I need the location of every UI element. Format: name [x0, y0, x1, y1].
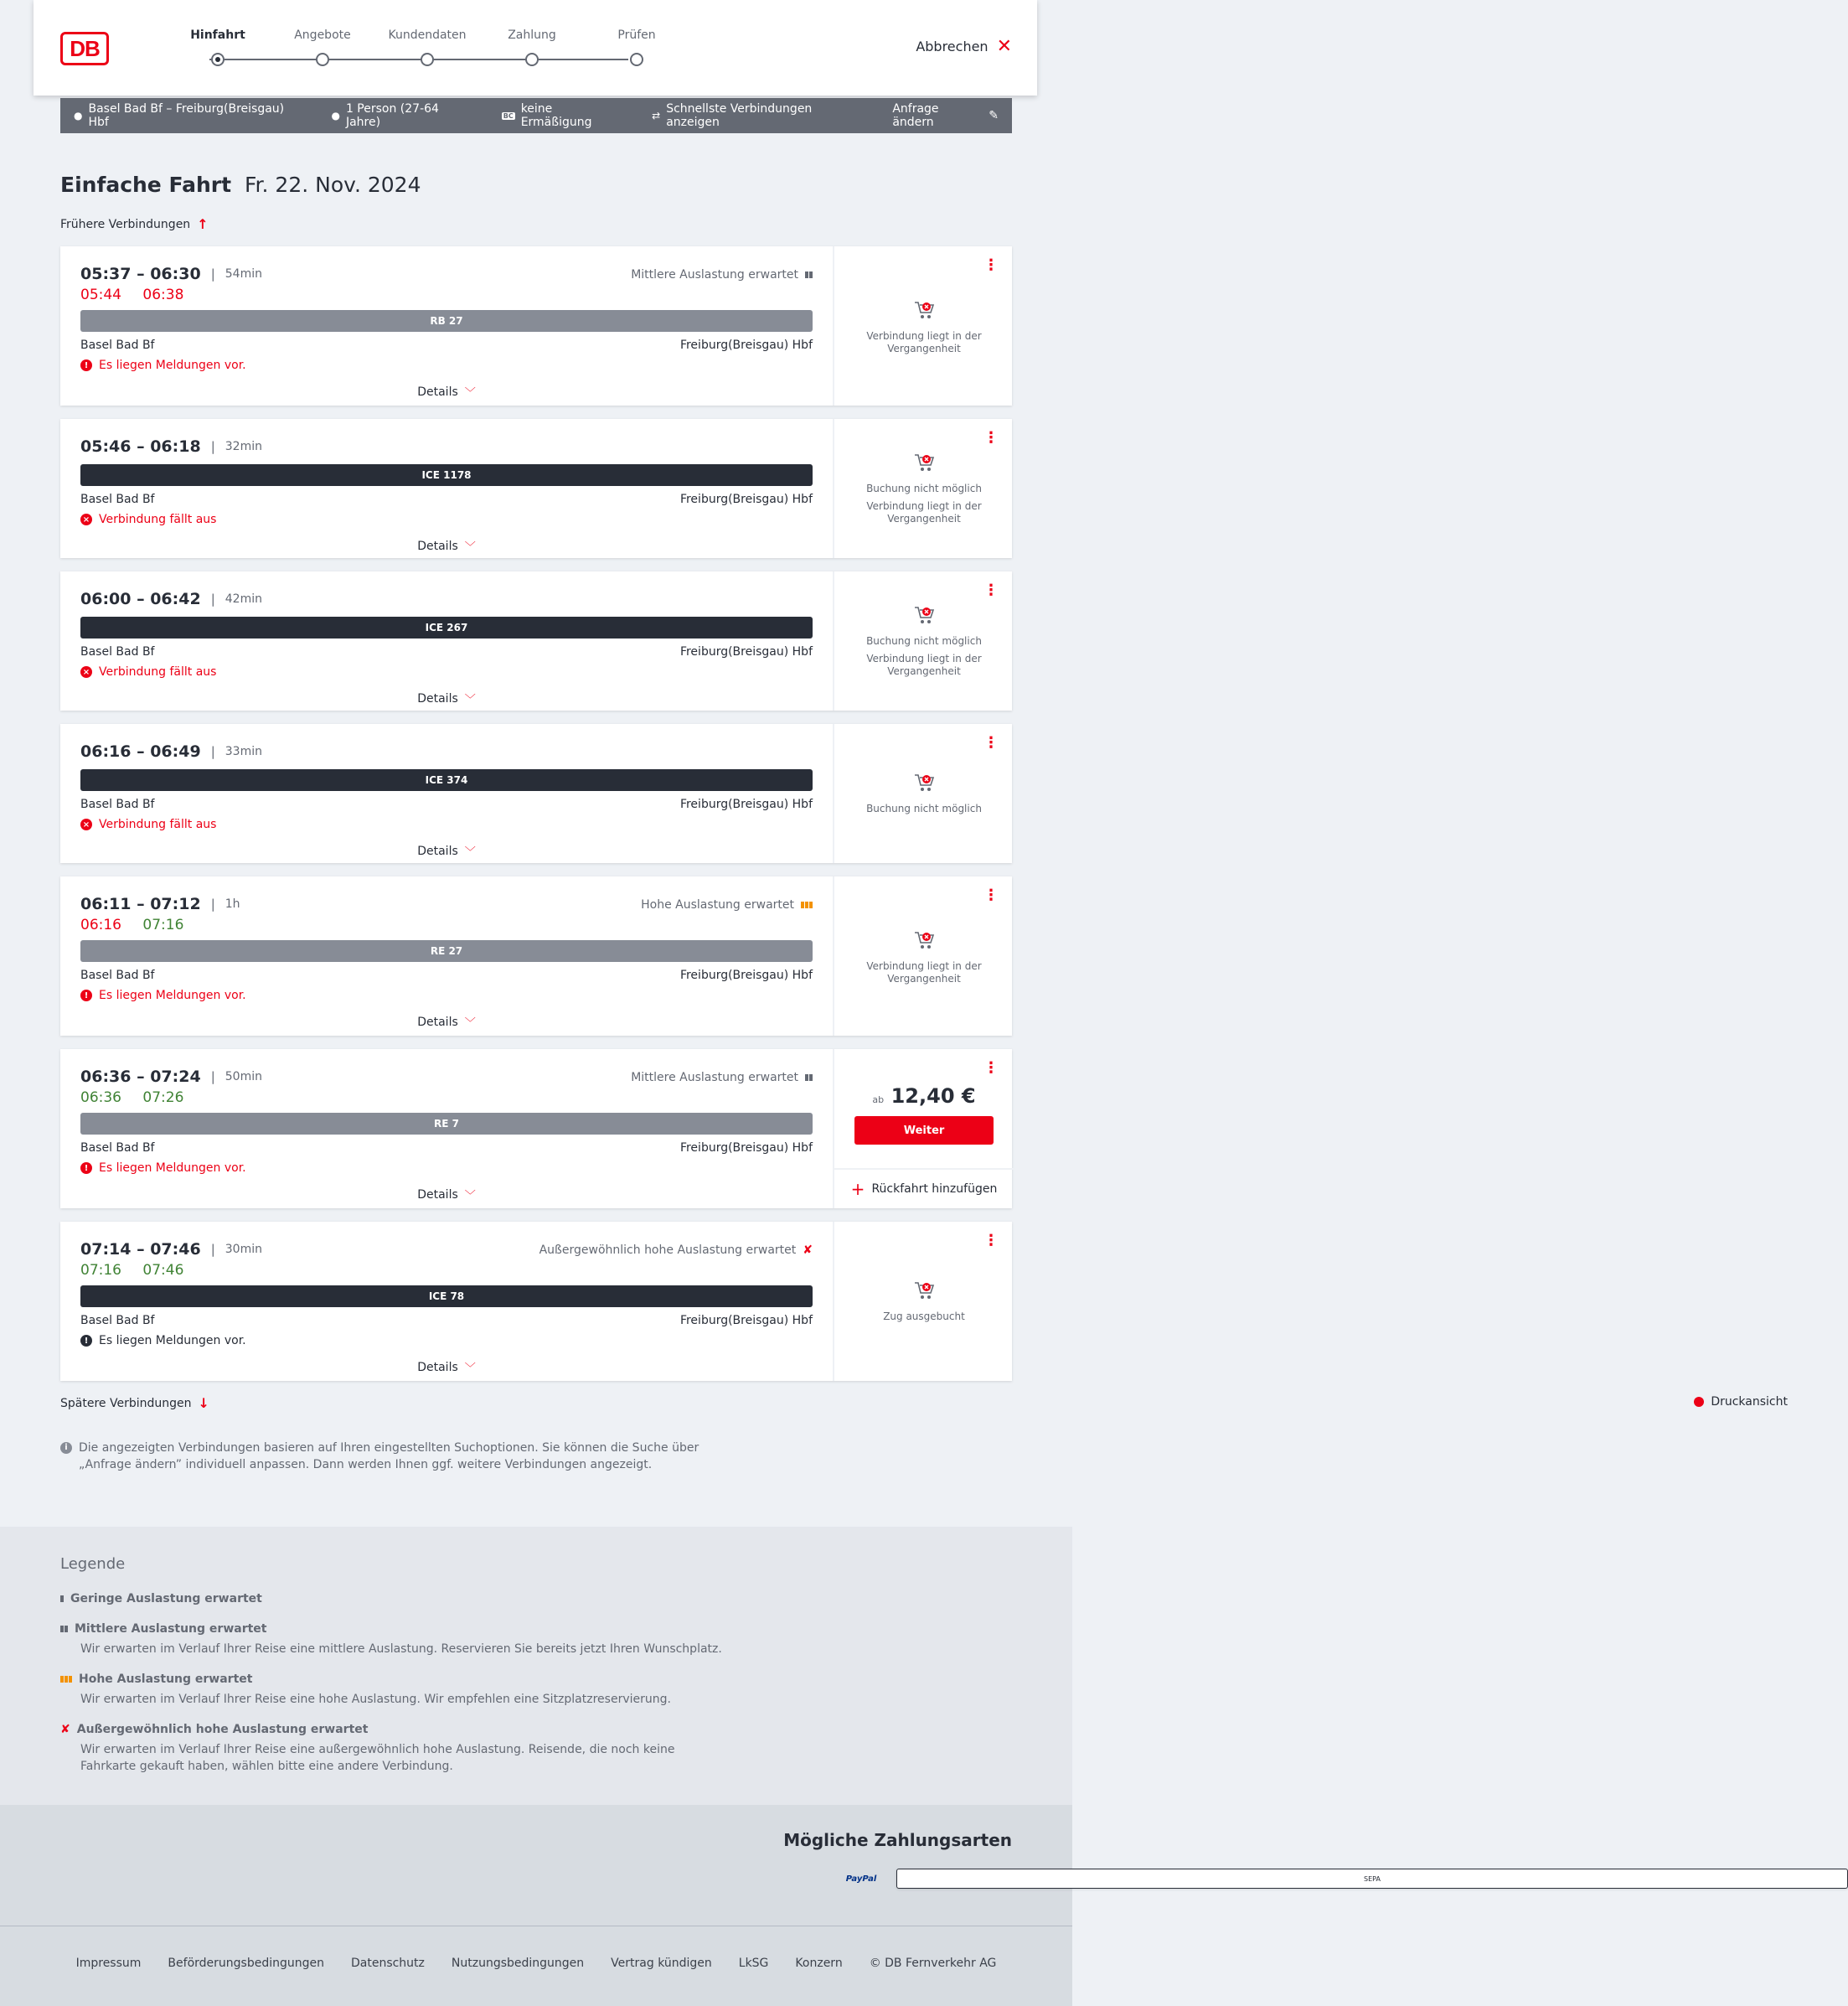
step-pruefen	[595, 28, 679, 49]
planned-times: 05:46 – 06:18	[80, 437, 201, 456]
details-label: Details	[417, 1015, 458, 1029]
arrow-up-icon: ↑	[197, 216, 209, 232]
earlier-label: Frühere Verbindungen	[60, 217, 191, 231]
earlier-connections-link[interactable]	[60, 216, 209, 232]
step-angebote	[281, 28, 364, 49]
occupancy-label: Hohe Auslastung erwartet	[641, 898, 794, 912]
realtime-times	[80, 917, 813, 935]
to-station: Freiburg(Breisgau) Hbf	[679, 969, 813, 982]
connection-message	[80, 513, 813, 526]
separator: |	[210, 897, 215, 912]
occupancy-low-icon	[60, 1595, 64, 1602]
trip-type: Einfache Fahrt	[60, 173, 232, 197]
search-info-note	[60, 1440, 714, 1473]
booking-panel	[833, 876, 1012, 1036]
booking-status	[834, 928, 1014, 990]
later-label: Spätere Verbindungen	[60, 1396, 192, 1410]
cart-disabled-icon	[912, 1279, 936, 1302]
realtime-departure: 06:36	[80, 1089, 121, 1106]
occupancy-info	[631, 1071, 813, 1084]
connection-main	[60, 876, 833, 1036]
footer	[0, 1926, 1072, 2006]
planned-times: 06:00 – 06:42	[80, 590, 201, 608]
occupancy-exceptional-icon: ✘	[803, 1243, 813, 1257]
duration: 50min	[225, 1070, 262, 1083]
message-text: Verbindung fällt aus	[99, 665, 217, 679]
cart-disabled-icon	[912, 928, 936, 952]
details-toggle[interactable]	[80, 384, 813, 400]
chevron-down-icon: ﹀	[464, 387, 476, 400]
separator: |	[210, 744, 215, 759]
step-dot	[630, 53, 643, 66]
more-options-icon[interactable]: ⋮	[983, 256, 999, 274]
train-bar: RE 27	[80, 940, 813, 962]
stations	[80, 969, 813, 982]
step-dot	[421, 53, 434, 66]
step-hinfahrt[interactable]	[176, 28, 260, 49]
connection-message	[80, 665, 813, 679]
booking-panel	[833, 724, 1012, 863]
to-station: Freiburg(Breisgau) Hbf	[679, 1141, 813, 1155]
duration: 33min	[225, 745, 262, 758]
payment-methods-section	[0, 1805, 1381, 1926]
chevron-down-icon: ﹀	[464, 1017, 476, 1030]
fastest-text: Schnellste Verbindungen anzeigen	[666, 102, 813, 129]
price	[834, 1084, 1014, 1108]
stations	[80, 798, 813, 811]
booking-stepper	[176, 28, 656, 70]
payment-logos	[836, 1869, 1381, 1889]
duration: 1h	[225, 897, 240, 911]
realtime-times	[80, 1262, 813, 1280]
footer-link-vertrag-kuendigen[interactable]: Vertrag kündigen	[611, 1957, 712, 1970]
realtime-arrival: 07:46	[142, 1262, 184, 1279]
change-request-label: Anfrage ändern	[892, 102, 939, 129]
connection-card[interactable]	[60, 724, 1012, 863]
connection-message	[80, 818, 813, 831]
chevron-down-icon: ﹀	[464, 1362, 476, 1375]
connection-times	[80, 437, 813, 456]
occupancy-high-icon	[801, 902, 813, 908]
info-text: Die angezeigten Verbindungen basieren auf Ihren eingestellten Suchoptionen. Sie können die Suche über „Anfrage ändern” individuell anpassen. Dann werden Ihnen ggf. weitere Verbindungen angezeigt.	[79, 1441, 699, 1471]
legend-item-high	[60, 1673, 730, 1708]
connection-main	[60, 419, 833, 558]
connection-card[interactable]	[60, 571, 1012, 711]
separator: |	[210, 439, 215, 454]
legend-section	[0, 1527, 1072, 1805]
status-text: Verbindung liegt in der Vergangenheit	[866, 330, 982, 354]
db-logo[interactable]: DB	[60, 32, 109, 65]
cancel-button[interactable]	[916, 35, 1012, 57]
details-toggle[interactable]	[80, 843, 813, 859]
booking-panel	[833, 419, 1012, 558]
train-bar: RB 27	[80, 310, 813, 332]
booking-panel	[833, 246, 1012, 406]
step-dot-active	[211, 53, 225, 66]
legend-text: Wir erwarten im Verlauf Ihrer Reise eine außergewöhnlich hohe Auslastung. Reisende, die noch keine Fahrkarte gekauft haben, wählen bitte eine andere Verbindung.	[80, 1743, 675, 1773]
details-label: Details	[417, 691, 458, 706]
booking-status	[834, 603, 1014, 683]
legend-label: Hohe Auslastung erwartet	[79, 1673, 253, 1686]
discount-text: keine Ermäßigung	[520, 102, 592, 129]
price-amount: 12,40 €	[890, 1084, 976, 1108]
duration: 54min	[225, 267, 262, 281]
header	[34, 0, 1037, 96]
alert-icon: !	[80, 990, 92, 1001]
stations	[80, 493, 813, 506]
more-options-icon[interactable]: ⋮	[983, 582, 999, 599]
footer-links	[0, 1957, 1072, 1970]
print-view-link[interactable]	[1694, 1395, 1788, 1409]
to-station: Freiburg(Breisgau) Hbf	[679, 645, 813, 659]
step-label: Angebote	[294, 28, 351, 42]
to-station: Freiburg(Breisgau) Hbf	[679, 798, 813, 811]
cart-disabled-icon	[912, 298, 936, 322]
status-text: Verbindung liegt in der Vergangenheit	[866, 500, 982, 525]
step-kundendaten	[385, 28, 469, 49]
booking-panel	[833, 1049, 1012, 1208]
footer-link-impressum[interactable]: Impressum	[75, 1957, 142, 1970]
separator: |	[210, 1242, 215, 1257]
add-return-button[interactable]	[834, 1168, 1014, 1208]
details-toggle[interactable]	[80, 1359, 813, 1375]
to-station: Freiburg(Breisgau) Hbf	[679, 493, 813, 506]
message-text: Es liegen Meldungen vor.	[99, 1334, 246, 1347]
message-text: Es liegen Meldungen vor.	[99, 359, 246, 372]
stepper-line	[209, 59, 628, 60]
realtime-departure: 07:16	[80, 1262, 121, 1279]
booking-status	[834, 771, 1014, 820]
from-station: Basel Bad Bf	[80, 493, 155, 506]
realtime-arrival: 07:26	[142, 1089, 184, 1106]
more-options-icon[interactable]: ⋮	[983, 429, 999, 447]
connection-times	[80, 742, 813, 761]
details-toggle[interactable]	[80, 538, 813, 554]
train-bar: ICE 374	[80, 769, 813, 791]
occupancy-medium-icon	[805, 271, 813, 278]
message-text: Es liegen Meldungen vor.	[99, 989, 246, 1002]
cart-disabled-icon	[912, 771, 936, 794]
alert-icon: !	[80, 359, 92, 371]
details-toggle[interactable]	[80, 1014, 813, 1030]
payment-title: Mögliche Zahlungsarten	[783, 1830, 1012, 1850]
details-label: Details	[417, 385, 458, 399]
connection-times	[80, 590, 813, 608]
legend-label: Mittlere Auslastung erwartet	[75, 1622, 267, 1636]
message-text: Es liegen Meldungen vor.	[99, 1161, 246, 1175]
from-station: Basel Bad Bf	[80, 1314, 155, 1327]
persons-summary	[331, 102, 474, 129]
separator: |	[210, 1069, 215, 1084]
connection-card[interactable]	[60, 246, 1012, 406]
legend-text: Wir erwarten im Verlauf Ihrer Reise eine mittlere Auslastung. Reservieren Sie bereits jetzt Ihren Wunschplatz.	[80, 1642, 722, 1656]
route-text: Basel Bad Bf – Freiburg(Breisgau) Hbf	[88, 102, 285, 129]
cart-disabled-icon	[912, 451, 936, 474]
person-icon: ●	[331, 110, 340, 121]
booking-status	[834, 451, 1014, 530]
more-options-icon[interactable]: ⋮	[983, 887, 999, 904]
realtime-departure: 05:44	[80, 287, 121, 303]
bahncard-icon: BC	[503, 111, 514, 120]
from-station: Basel Bad Bf	[80, 1141, 155, 1155]
page-title	[60, 173, 421, 197]
details-label: Details	[417, 844, 458, 858]
occupancy-label: Mittlere Auslastung erwartet	[631, 268, 798, 282]
booking-panel	[833, 1222, 1012, 1381]
duration: 32min	[225, 440, 262, 453]
pencil-icon: ✎	[989, 109, 999, 122]
trip-date: Fr. 22. Nov. 2024	[244, 173, 421, 197]
booking-panel	[833, 571, 1012, 711]
train-bar: ICE 267	[80, 617, 813, 639]
planned-times: 06:11 – 07:12	[80, 895, 201, 913]
info-icon: i	[60, 1442, 72, 1454]
route-summary	[74, 102, 304, 129]
step-dot	[525, 53, 539, 66]
planned-times: 07:14 – 07:46	[80, 1240, 201, 1259]
stations	[80, 1141, 813, 1155]
planned-times: 06:16 – 06:49	[80, 742, 201, 761]
step-dot	[316, 53, 329, 66]
connection-message	[80, 1161, 813, 1175]
status-text: Buchung nicht möglich	[866, 483, 982, 494]
realtime-arrival: 06:38	[142, 287, 184, 303]
from-station: Basel Bad Bf	[80, 339, 155, 352]
to-station: Freiburg(Breisgau) Hbf	[679, 339, 813, 352]
duration: 42min	[225, 592, 262, 606]
step-label: Hinfahrt	[190, 28, 245, 42]
swap-arrows-icon: ⇄	[652, 110, 661, 121]
stations	[80, 1314, 813, 1327]
legend-item-title	[60, 1592, 730, 1605]
message-text: Verbindung fällt aus	[99, 513, 217, 526]
alert-icon: !	[80, 1162, 92, 1174]
details-toggle[interactable]	[80, 690, 813, 706]
realtime-times	[80, 287, 813, 305]
connection-card[interactable]	[60, 419, 1012, 558]
booking-status	[834, 298, 1014, 360]
separator: |	[210, 266, 215, 282]
cancel-circle-icon: ×	[80, 666, 92, 678]
status-text: Verbindung liegt in der Vergangenheit	[866, 653, 982, 677]
occupancy-info	[641, 898, 813, 912]
persons-text: 1 Person (27-64 Jahre)	[345, 102, 439, 129]
realtime-arrival: 07:16	[142, 917, 184, 933]
connection-main	[60, 246, 833, 406]
step-label: Zahlung	[508, 28, 556, 42]
chevron-down-icon: ﹀	[464, 541, 476, 554]
more-options-icon[interactable]: ⋮	[983, 1232, 999, 1249]
occupancy-medium-icon	[805, 1074, 813, 1081]
cart-disabled-icon	[912, 603, 936, 627]
train-bar: ICE 1178	[80, 464, 813, 486]
occupancy-exceptional-icon: ✘	[60, 1723, 70, 1736]
connection-message	[80, 1334, 813, 1347]
connection-main	[60, 571, 833, 711]
cancel-circle-icon: ×	[80, 819, 92, 830]
planned-times: 06:36 – 07:24	[80, 1068, 201, 1086]
separator: |	[210, 592, 215, 607]
status-text: Verbindung liegt in der Vergangenheit	[866, 960, 982, 985]
status-text: Buchung nicht möglich	[866, 803, 982, 814]
connection-main	[60, 1222, 833, 1381]
realtime-times	[80, 1089, 813, 1108]
print-label: Druckansicht	[1711, 1395, 1788, 1409]
connection-main	[60, 724, 833, 863]
legend-item-title	[60, 1723, 730, 1736]
footer-link-nutzungsbedingungen[interactable]: Nutzungsbedingungen	[451, 1957, 585, 1970]
realtime-departure: 06:16	[80, 917, 121, 933]
status-text: Buchung nicht möglich	[866, 635, 982, 647]
legend-label: Außergewöhnlich hohe Auslastung erwartet	[76, 1723, 369, 1736]
alert-icon: !	[80, 1335, 92, 1347]
legend-item-medium	[60, 1622, 730, 1657]
step-zahlung	[490, 28, 574, 49]
occupancy-info	[631, 268, 813, 282]
legend-label: Geringe Auslastung erwartet	[70, 1592, 262, 1605]
footer-copyright: © DB Fernverkehr AG	[869, 1957, 997, 1970]
more-options-icon[interactable]: ⋮	[983, 734, 999, 752]
from-station: Basel Bad Bf	[80, 969, 155, 982]
to-station: Freiburg(Breisgau) Hbf	[679, 1314, 813, 1327]
connection-main	[60, 1049, 833, 1208]
plus-icon: +	[850, 1179, 865, 1199]
connection-message	[80, 359, 813, 372]
continue-button[interactable]: Weiter	[854, 1116, 994, 1145]
message-text: Verbindung fällt aus	[99, 818, 217, 831]
close-icon: ✕	[996, 35, 1012, 57]
legend-title: Legende	[60, 1555, 126, 1573]
arrow-down-icon: ↓	[198, 1395, 209, 1411]
occupancy-label: Mittlere Auslastung erwartet	[631, 1071, 798, 1084]
cancel-circle-icon: ×	[80, 514, 92, 525]
legend-item-title	[60, 1673, 730, 1686]
step-label: Kundendaten	[388, 28, 467, 42]
printer-icon	[1694, 1397, 1704, 1407]
connection-card[interactable]	[60, 876, 1012, 1036]
footer-link-datenschutz[interactable]: Datenschutz	[350, 1957, 425, 1970]
details-label: Details	[417, 1187, 458, 1202]
footer-link-konzern[interactable]: Konzern	[795, 1957, 843, 1970]
change-request-button[interactable]	[892, 102, 999, 129]
legend-item-title	[60, 1622, 730, 1636]
duration: 30min	[225, 1243, 262, 1256]
status-text: Zug ausgebucht	[883, 1311, 965, 1322]
legend-text: Wir erwarten im Verlauf Ihrer Reise eine hohe Auslastung. Wir empfehlen eine Sitzplatzreservierung.	[80, 1693, 671, 1706]
search-summary-bar	[60, 98, 1012, 133]
planned-times: 05:37 – 06:30	[80, 265, 201, 283]
cancel-label: Abbrechen	[916, 39, 989, 54]
connection-message	[80, 989, 813, 1002]
legend-item-exceptional	[60, 1723, 730, 1775]
from-station: Basel Bad Bf	[80, 645, 155, 659]
occupancy-info	[539, 1243, 813, 1257]
discount-summary	[502, 102, 625, 129]
sepa-logo: SEPA	[896, 1869, 1848, 1889]
connection-card[interactable]	[60, 1222, 1012, 1381]
footer-link-lksg[interactable]: LkSG	[738, 1957, 769, 1970]
occupancy-label: Außergewöhnlich hohe Auslastung erwartet	[539, 1243, 797, 1257]
location-pin-icon: ●	[74, 110, 83, 121]
chevron-down-icon: ﹀	[464, 694, 476, 706]
from-station: Basel Bad Bf	[80, 798, 155, 811]
occupancy-high-icon	[60, 1676, 72, 1683]
more-options-icon[interactable]: ⋮	[983, 1059, 999, 1077]
chevron-down-icon: ﹀	[464, 846, 476, 859]
train-bar: ICE 78	[80, 1285, 813, 1307]
booking-status	[834, 1279, 1014, 1328]
price-prefix: ab	[872, 1094, 885, 1105]
step-label: Prüfen	[617, 28, 656, 42]
footer-link-befoerderungsbedingungen[interactable]: Beförderungsbedingungen	[168, 1957, 324, 1970]
details-toggle[interactable]	[80, 1187, 813, 1202]
fastest-summary	[652, 102, 865, 129]
chevron-down-icon: ﹀	[464, 1190, 476, 1202]
connection-card[interactable]	[60, 1049, 1012, 1208]
occupancy-medium-icon	[60, 1626, 68, 1632]
add-return-label: Rückfahrt hinzufügen	[871, 1182, 998, 1196]
stations	[80, 645, 813, 659]
details-label: Details	[417, 1360, 458, 1374]
details-label: Details	[417, 539, 458, 553]
later-connections-link[interactable]	[60, 1395, 209, 1411]
stations	[80, 339, 813, 352]
paypal-logo: PayPal	[845, 1874, 877, 1884]
train-bar: RE 7	[80, 1113, 813, 1135]
legend-item-low	[60, 1592, 730, 1605]
